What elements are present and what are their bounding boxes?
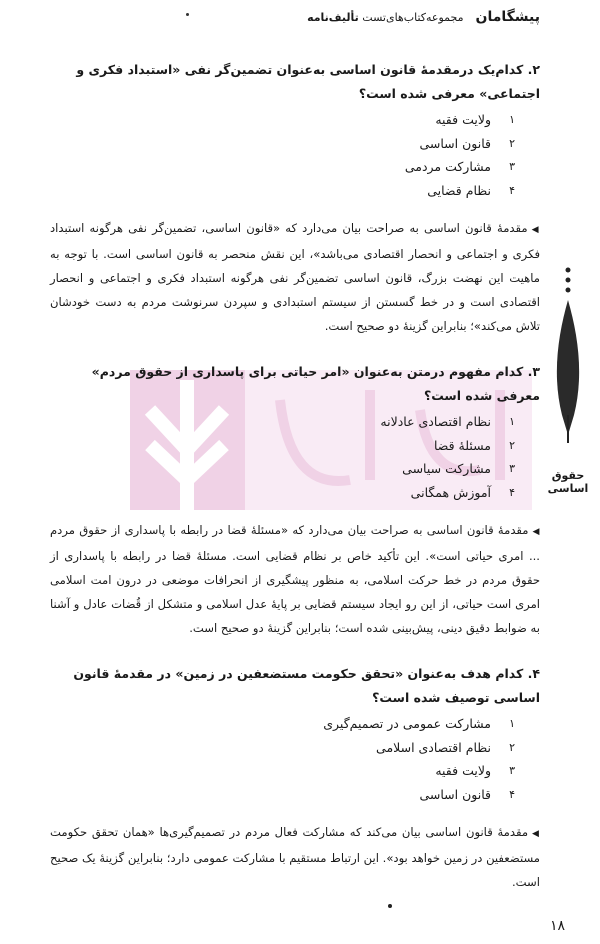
triangle-marker-icon: ◀ (532, 829, 540, 839)
cypress-tree-icon (544, 265, 592, 465)
question-title: ۲. کدام‌یک درمقدمهٔ قانون اساسی به‌عنوان تضمین‌گر نفی «استبداد فکری و اجتماعی» معرفی شده است؟ (76, 62, 540, 101)
option-text: مشارکت مردمی (404, 159, 491, 174)
option (50, 759, 515, 783)
option (50, 783, 515, 807)
option (50, 736, 515, 760)
option-text: مسئلهٔ قضا (433, 437, 491, 453)
option-text: نظام قضایی (427, 182, 491, 198)
option-number: ۳ (509, 462, 515, 475)
options-list (50, 712, 515, 806)
option-text: نظام اقتصادی عادلانه (380, 414, 491, 429)
publisher-logo: پیشگامان (475, 9, 540, 25)
series-title (307, 11, 463, 24)
option (50, 712, 515, 736)
answer-explanation (50, 820, 540, 894)
option-text: نظام اقتصادی اسلامی (376, 739, 491, 755)
option-number: ۴ (509, 183, 515, 197)
series-name: مجموعه‌کتاب‌های‌تست (362, 10, 464, 24)
option-number: ۳ (509, 160, 515, 173)
options-list (50, 410, 515, 504)
option-text: مشارکت سیاسی (402, 461, 491, 476)
option-text: قانون اساسی (419, 135, 491, 151)
option-text: ولایت فقیه (435, 763, 491, 778)
option-text: مشارکت عمومی در تصمیم‌گیری (323, 716, 491, 731)
header-dot (186, 13, 189, 16)
option-number: ۲ (509, 136, 515, 150)
option (50, 179, 515, 203)
series-name-bold: تألیف‌نامه (307, 10, 359, 24)
page-header (0, 0, 600, 28)
triangle-marker-icon: ◀ (532, 527, 540, 537)
option-number: ۱ (509, 415, 515, 428)
answer-text: مقدمهٔ قانون اساسی بیان می‌کند که مشارکت فعال مردم در تصمیم‌گیری‌ها «همان تحقق حکومت مستضعفین در زمین خواهد بود». این ارتباط مستقیم با مشارکت عمومی دارد؛ بنابراین گزینهٔ یک صحیح است. (50, 825, 540, 889)
footer-dot (388, 904, 392, 908)
option (50, 410, 515, 434)
option (50, 132, 515, 156)
triangle-marker-icon: ◀ (531, 225, 541, 235)
option-text: آموزش همگانی (410, 484, 491, 500)
answer-explanation (50, 518, 540, 640)
question-block (50, 360, 540, 640)
question-block (50, 58, 540, 338)
option-text: قانون اساسی (419, 786, 491, 802)
question-block (50, 662, 540, 894)
page-footer (0, 904, 600, 944)
option (50, 108, 515, 132)
question-title: ۴. کدام هدف به‌عنوان «تحقق حکومت مستضعفین در زمین» در مقدمهٔ قانون اساسی توصیف شده است؟ (73, 666, 540, 705)
section-label: حقوق اساسی (547, 469, 589, 495)
question-title: ۳. کدام مفهوم درمتن به‌عنوان «امر حیاتی برای پاسداری از حقوق مردم» معرفی شده است؟ (91, 364, 540, 403)
option (50, 457, 515, 481)
option-number: ۲ (509, 438, 515, 452)
option-number: ۴ (509, 787, 515, 801)
option-number: ۲ (509, 740, 515, 754)
answer-text: مقدمهٔ قانون اساسی به صراحت بیان می‌دارد که «قانون اساسی، تضمین‌گر نفی هرگونه استبداد فکری و اجتماعی و انحصار اقتصادی می‌باشد»، این نقش منحصر به قانون اساسی است. با توجه به ماهیت این نهضت بزرگ، قانون اساسی تضمین‌گر نفی هرگونه استبداد فکری و اجتماعی و انحصار اقتصادی است و در خط گسستن از سیستم استبدادی و سپردن سرنوشت مردم به دست خودشان تلاش می‌کند»؛ بنابراین گزینهٔ دو صحیح است. (50, 221, 540, 333)
option (50, 481, 515, 505)
answer-text: مقدمهٔ قانون اساسی به صراحت بیان می‌دارد که «مسئلهٔ قضا در رابطه با پاسداری از حقوق مردم ... امری حیاتی است». این تأکید خاص بر نظام قضایی است. مسئلهٔ قضا در رابطه با پاسداری از حقوق مردم در خط حرکت اسلامی، به منظور پیشگیری از انحرافات موضعی در درون امت اسلامی امری است حیاتی، از این رو ایجاد سیستم قضایی بر پایهٔ عدل اسلامی و متشکل از قُضات عادل و آشنا به ضوابط دقیق دینی، پیش‌بینی شده است؛ بنابراین گزینهٔ دو صحیح است. (50, 523, 540, 635)
option-number: ۱ (509, 717, 515, 730)
option-number: ۳ (509, 764, 515, 777)
option-text: ولایت فقیه (435, 112, 491, 127)
answer-explanation (50, 216, 540, 338)
options-list (50, 108, 515, 202)
option (50, 434, 515, 458)
sidebar-illustration (544, 265, 592, 495)
option-number: ۴ (509, 485, 515, 499)
page-number: ۱۸ (549, 918, 565, 934)
option (50, 155, 515, 179)
option-number: ۱ (509, 113, 515, 126)
